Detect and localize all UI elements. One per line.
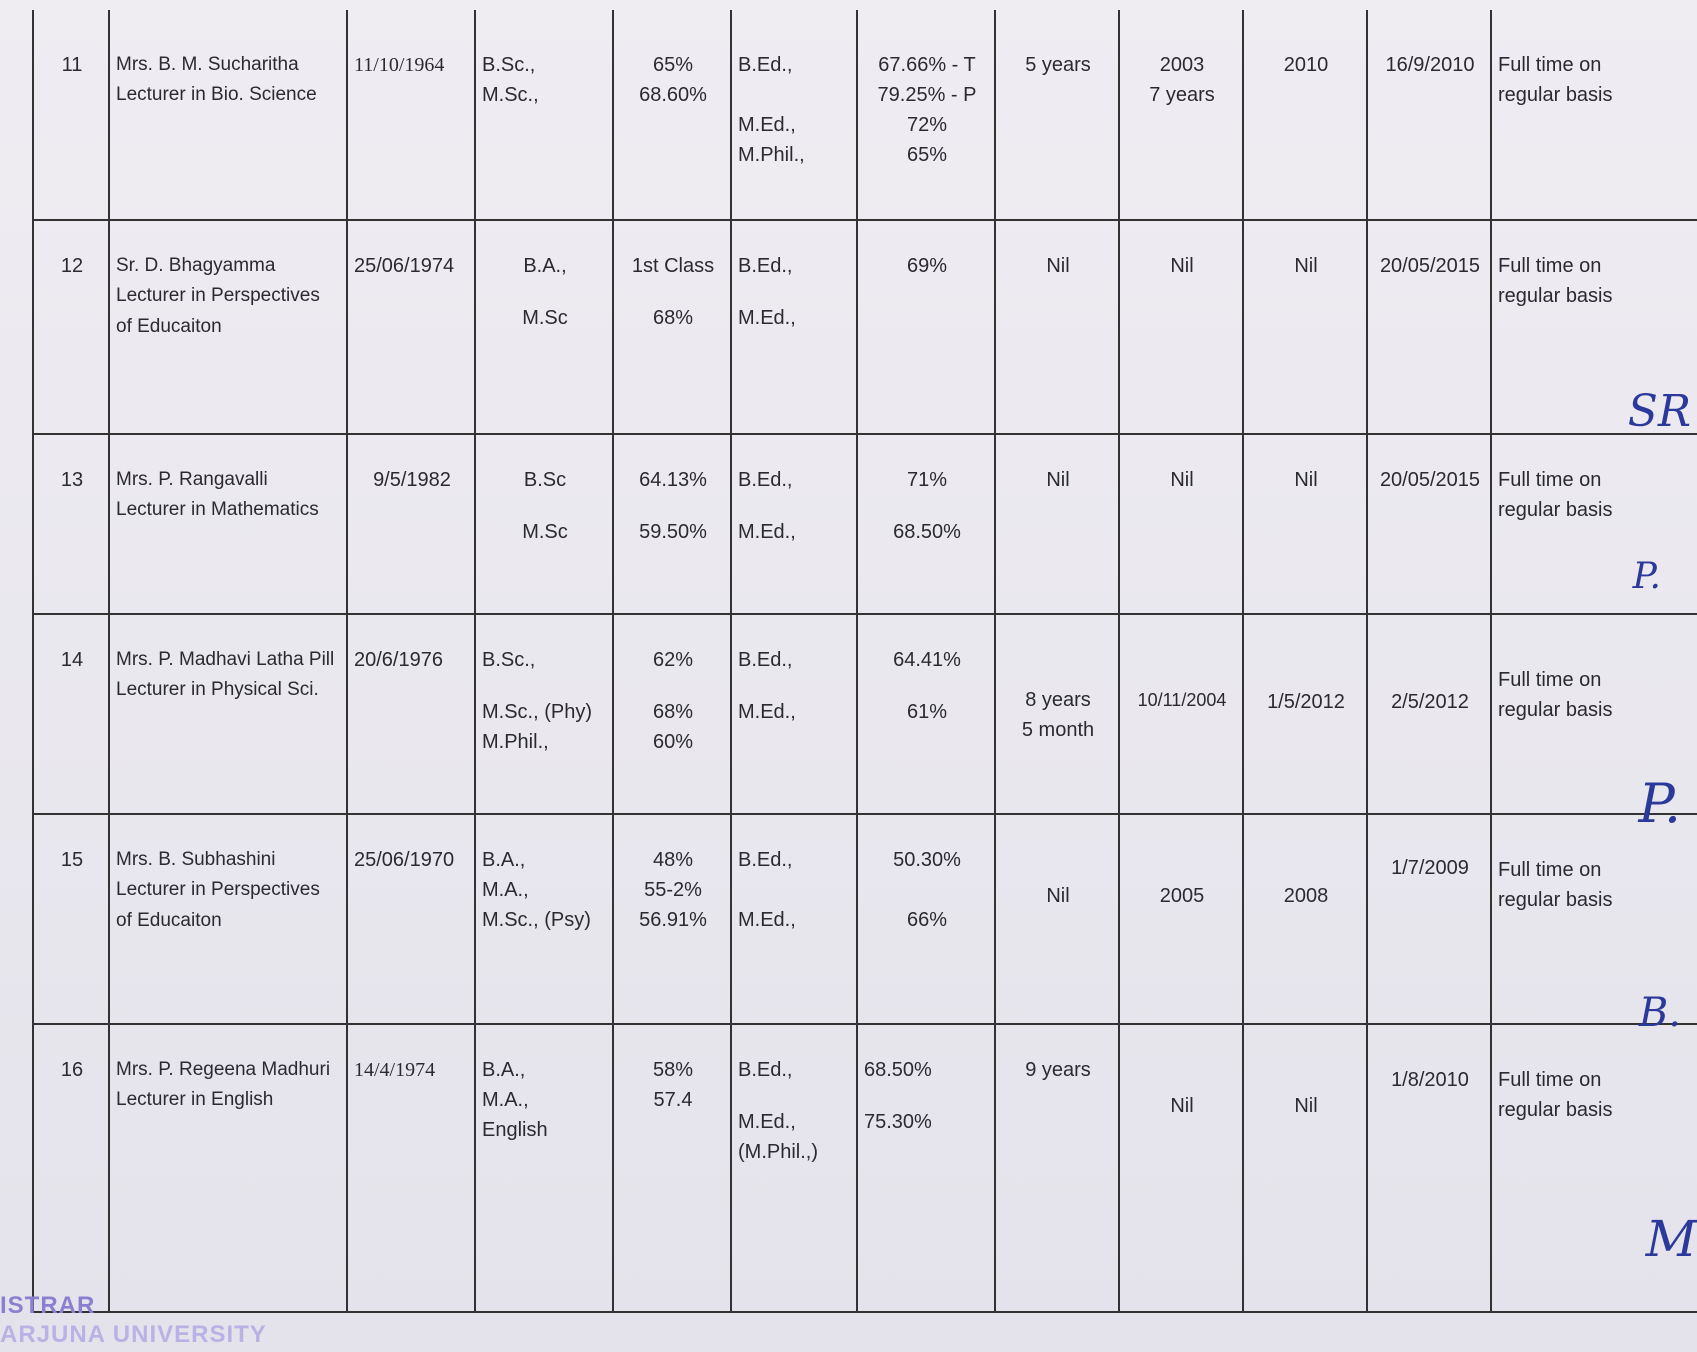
percentage: 68.50%	[864, 1059, 932, 1081]
row-number: 15	[33, 814, 109, 1024]
date-of-birth: 9/5/1982	[347, 434, 475, 614]
percentage-cell	[613, 434, 731, 614]
nature-line: regular basis	[1498, 699, 1613, 721]
professional-qualification-cell	[731, 814, 857, 1024]
signature-initials: B.	[1638, 990, 1681, 1036]
staff-name: Mrs. B. Subhashini	[116, 849, 276, 870]
nature-line: Full time on	[1498, 1069, 1602, 1091]
signature-initials: M	[1645, 1210, 1697, 1268]
nature-line: regular basis	[1498, 84, 1613, 106]
percentage: 68%	[652, 701, 694, 723]
experience: 8 years	[1025, 689, 1091, 711]
date-of-birth: 14/4/1974	[347, 1024, 475, 1312]
staff-table	[32, 10, 1697, 1313]
professional-percentage-cell	[857, 10, 995, 220]
staff-name-cell	[109, 434, 347, 614]
professional-qualification: M.Ed.,	[738, 701, 796, 723]
percentage-cell	[613, 1024, 731, 1312]
staff-name: Sr. D. Bhagyamma	[116, 255, 276, 276]
nature-line: regular basis	[1498, 285, 1613, 307]
qualification: English	[482, 1119, 548, 1141]
year-cell: Nil	[1119, 220, 1243, 434]
year-cell: 2010	[1243, 10, 1367, 220]
nature-line: Full time on	[1498, 669, 1602, 691]
signature-initials: P.	[1638, 772, 1681, 835]
professional-qualification-cell	[731, 1024, 857, 1312]
qualification: M.Sc	[522, 521, 568, 543]
qualification-cell	[475, 220, 613, 434]
staff-name-cell	[109, 220, 347, 434]
date-of-birth: 11/10/1964	[347, 10, 475, 220]
row-number: 13	[33, 434, 109, 614]
staff-name: Mrs. P. Rangavalli	[116, 469, 268, 490]
percentage-cell	[613, 220, 731, 434]
professional-qualification: M.Ed.,	[738, 114, 796, 136]
percentage: 50.30%	[893, 849, 961, 871]
professional-qualification: M.Ed.,	[738, 521, 796, 543]
professional-qualification: B.Ed.,	[738, 1059, 793, 1081]
staff-designation: Lecturer in Perspectives	[116, 285, 320, 307]
percentage: 71%	[906, 469, 948, 491]
year-cell: Nil	[1243, 220, 1367, 434]
qualification-cell	[475, 10, 613, 220]
table-row	[33, 614, 1697, 814]
nature-line: Full time on	[1498, 255, 1602, 277]
joining-date: 20/05/2015	[1367, 434, 1491, 614]
staff-designation-cont: of Educaiton	[116, 315, 222, 337]
experience-cell	[995, 614, 1119, 814]
percentage: 61%	[906, 701, 948, 723]
qualification-cell	[475, 814, 613, 1024]
year: 2003	[1159, 54, 1205, 76]
table-row	[33, 10, 1697, 220]
table-row	[33, 814, 1697, 1024]
joining-date: 1/7/2009	[1367, 814, 1491, 1024]
professional-qualification-cell	[731, 10, 857, 220]
experience-cell	[995, 10, 1119, 220]
percentage: 1st Class	[631, 255, 715, 277]
professional-qualification-cell	[731, 434, 857, 614]
qualification: M.Sc	[522, 307, 568, 329]
staff-name-cell	[109, 1024, 347, 1312]
percentage: 56.91%	[639, 909, 707, 931]
staff-name-cell	[109, 10, 347, 220]
experience-detail: 5 month	[1021, 719, 1095, 741]
professional-qualification: B.Ed.,	[738, 649, 793, 671]
staff-name-cell	[109, 614, 347, 814]
professional-qualification: M.Phil.,	[738, 144, 805, 166]
nature-of-appointment	[1491, 434, 1697, 614]
year-cell: 2005	[1119, 814, 1243, 1024]
percentage: 72%	[906, 114, 948, 136]
qualification: B.Sc	[523, 469, 567, 491]
nature-line: regular basis	[1498, 1099, 1613, 1121]
qualification-cell	[475, 434, 613, 614]
staff-designation: Lecturer in English	[116, 1089, 274, 1111]
table-row	[33, 220, 1697, 434]
nature-of-appointment	[1491, 10, 1697, 220]
qualification-cell	[475, 1024, 613, 1312]
joining-date: 1/8/2010	[1367, 1024, 1491, 1312]
joining-date: 20/05/2015	[1367, 220, 1491, 434]
staff-name: Mrs. P. Madhavi Latha Pill	[116, 649, 335, 670]
professional-qualification: M.Ed.,	[738, 909, 796, 931]
nature-line: regular basis	[1498, 499, 1613, 521]
percentage: 69%	[906, 255, 948, 277]
qualification: M.Sc., (Psy)	[482, 909, 591, 931]
staff-designation: Lecturer in Perspectives	[116, 879, 320, 901]
experience: 5 years	[1025, 54, 1091, 76]
date-of-birth: 25/06/1970	[347, 814, 475, 1024]
qualification-cell	[475, 614, 613, 814]
professional-percentage-cell	[857, 614, 995, 814]
signature-initials: P.	[1632, 556, 1661, 597]
year-cell: Nil	[1243, 1024, 1367, 1312]
joining-date: 2/5/2012	[1367, 614, 1491, 814]
professional-qualification: B.Ed.,	[738, 849, 793, 871]
professional-qualification: (M.Phil.,)	[738, 1141, 818, 1163]
experience: Nil	[995, 434, 1119, 614]
professional-qualification-cell	[731, 220, 857, 434]
year-detail: 7 years	[1149, 84, 1215, 106]
percentage: 66%	[906, 909, 948, 931]
nature-of-appointment	[1491, 1024, 1697, 1312]
nature-line: Full time on	[1498, 54, 1602, 76]
year-cell: Nil	[1243, 434, 1367, 614]
percentage: 65%	[652, 54, 694, 76]
experience: 9 years	[995, 1024, 1119, 1312]
professional-qualification-cell	[731, 614, 857, 814]
percentage: 68.60%	[639, 84, 707, 106]
percentage: 64.13%	[639, 469, 707, 491]
percentage: 59.50%	[639, 521, 707, 543]
percentage: 79.25% - P	[877, 84, 977, 106]
staff-name: Mrs. B. M. Sucharitha	[116, 54, 299, 75]
professional-percentage-cell	[857, 814, 995, 1024]
percentage: 75.30%	[864, 1111, 932, 1133]
year-cell: 10/11/2004	[1119, 614, 1243, 814]
row-number: 11	[33, 10, 109, 220]
qualification: B.A.,	[523, 255, 567, 277]
qualification: M.A.,	[482, 1089, 529, 1111]
percentage-cell	[613, 614, 731, 814]
registrar-stamp	[0, 1292, 267, 1350]
qualification: M.A.,	[482, 879, 529, 901]
signature-initials: SR	[1627, 386, 1691, 437]
percentage: 57.4	[653, 1089, 693, 1111]
percentage: 48%	[652, 849, 694, 871]
percentage: 58%	[652, 1059, 694, 1081]
percentage-cell	[613, 814, 731, 1024]
staff-designation: Lecturer in Bio. Science	[116, 84, 317, 106]
staff-name: Mrs. P. Regeena Madhuri	[116, 1059, 331, 1080]
year-cell: 2008	[1243, 814, 1367, 1024]
professional-percentage-cell	[857, 434, 995, 614]
percentage: 67.66% - T	[878, 54, 976, 76]
percentage: 60%	[652, 731, 694, 753]
professional-qualification: M.Ed.,	[738, 307, 796, 329]
date-of-birth: 20/6/1976	[347, 614, 475, 814]
percentage-cell	[613, 10, 731, 220]
nature-line: Full time on	[1498, 469, 1602, 491]
professional-qualification: M.Ed.,	[738, 1111, 796, 1133]
year-cell: Nil	[1119, 434, 1243, 614]
table-row	[33, 1024, 1697, 1312]
date-of-birth: 25/06/1974	[347, 220, 475, 434]
percentage: 64.41%	[893, 649, 961, 671]
qualification: B.A.,	[482, 1059, 526, 1081]
staff-name-cell	[109, 814, 347, 1024]
staff-designation: Lecturer in Mathematics	[116, 499, 319, 521]
row-number: 14	[33, 614, 109, 814]
qualification: B.Sc.,	[482, 54, 536, 76]
professional-qualification: B.Ed.,	[738, 255, 793, 277]
staff-designation: Lecturer in Physical Sci.	[116, 679, 319, 701]
experience: Nil	[995, 814, 1119, 1024]
joining-date: 16/9/2010	[1367, 10, 1491, 220]
percentage: 62%	[652, 649, 694, 671]
staff-designation-cont: of Educaiton	[116, 909, 222, 931]
professional-qualification: B.Ed.,	[738, 54, 793, 76]
qualification: M.Sc., (Phy)	[482, 701, 593, 723]
stamp-line: ISTRAR	[0, 1292, 96, 1319]
year-cell: 1/5/2012	[1243, 614, 1367, 814]
qualification: B.Sc.,	[482, 649, 536, 671]
stamp-line: ARJUNA UNIVERSITY	[0, 1320, 267, 1348]
percentage: 68%	[652, 307, 694, 329]
row-number: 16	[33, 1024, 109, 1312]
percentage: 55-2%	[644, 879, 702, 901]
experience: Nil	[995, 220, 1119, 434]
year-cell: Nil	[1119, 1024, 1243, 1312]
percentage: 65%	[906, 144, 948, 166]
percentage: 68.50%	[893, 521, 961, 543]
professional-percentage-cell	[857, 220, 995, 434]
qualification: M.Phil.,	[482, 731, 549, 753]
table-row	[33, 434, 1697, 614]
professional-qualification: B.Ed.,	[738, 469, 793, 491]
row-number: 12	[33, 220, 109, 434]
nature-line: Full time on	[1498, 859, 1602, 881]
professional-percentage-cell	[857, 1024, 995, 1312]
qualification: M.Sc.,	[482, 84, 539, 106]
year-cell	[1119, 10, 1243, 220]
qualification: B.A.,	[482, 849, 526, 871]
nature-line: regular basis	[1498, 889, 1613, 911]
